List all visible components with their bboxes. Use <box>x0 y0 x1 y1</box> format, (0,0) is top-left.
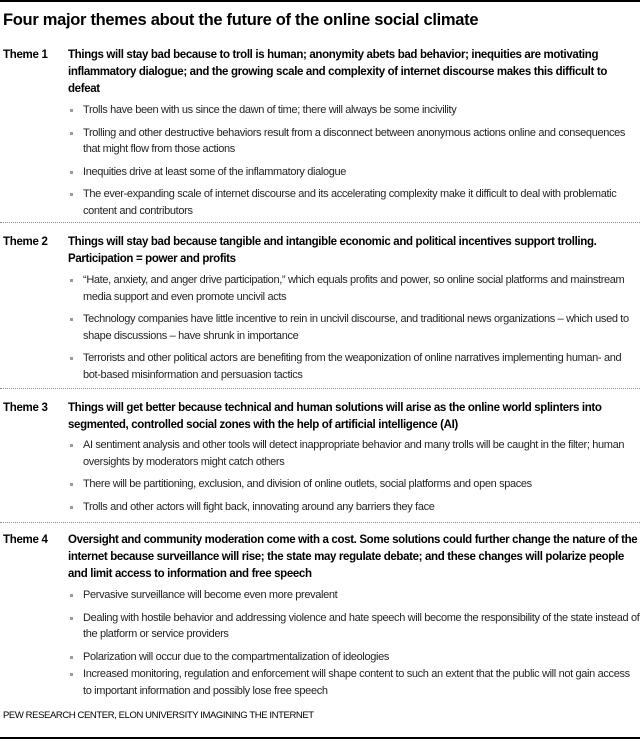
theme-bullets <box>68 102 640 225</box>
list-item <box>68 186 640 219</box>
bullet-icon <box>70 673 73 676</box>
theme-bullets <box>68 272 640 389</box>
bullet-text: Trolls and other actors will fight back, innovating around any barriers they face <box>83 500 435 513</box>
bullet-text: Trolls have been with us since the dawn of time; there will always be some incivility <box>83 104 457 116</box>
theme-heading: Oversight and community moderation come with a cost. Some solutions could further change the nature of the internet because surveillance will rise; the state may regulate debate; and these changes will polarize people and limit access to information and free speech <box>68 534 638 580</box>
list-item <box>68 587 640 604</box>
bullet-icon <box>70 617 73 620</box>
list-item <box>68 610 640 643</box>
bullet-text: The ever-expanding scale of internet discourse and its accelerating complexity make it difficult to deal with problematic content and contributors <box>83 188 617 217</box>
theme-label: Theme 4 <box>3 534 48 546</box>
bullet-text: Inequities drive at least some of the inflammatory dialogue <box>83 165 347 178</box>
bullet-text: AI sentiment analysis and other tools will detect inappropriate behavior and many trolls will be caught in the filter; human oversights by moderators might catch others <box>83 439 625 468</box>
top-rule <box>0 0 640 2</box>
bullet-text: There will be partitioning, exclusion, and division of online outlets, social platforms and open spaces <box>83 478 532 490</box>
bullet-icon <box>70 656 73 659</box>
bullet-text: Trolling and other destructive behaviors result from a disconnect between anonymous actions online and consequences that might flow from those actions <box>83 126 626 155</box>
bullet-text: Pervasive surveillance will become even more prevalent <box>83 589 338 601</box>
list-item <box>68 102 640 119</box>
list-item <box>68 350 640 383</box>
theme-heading: Things will get better because technical and human solutions will arise as the online world splinters into segmented, controlled social zones with the help of artificial intelligence (AI) <box>68 402 602 431</box>
bullet-text: Polarization will occur due to the compartmentalization of ideologies <box>83 650 390 663</box>
theme-label: Theme 2 <box>3 236 48 248</box>
list-item <box>68 164 640 181</box>
bullet-text: Technology companies have little incentive to rein in uncivil discourse, and traditional news organizations – which used to shape discussions – have shrunk in importance <box>83 313 629 342</box>
source-credit: PEW RESEARCH CENTER, ELON UNIVERSITY IMAGINING THE INTERNET <box>3 710 314 721</box>
list-item <box>68 311 640 344</box>
divider <box>0 222 640 223</box>
bullet-icon <box>70 594 73 597</box>
list-item <box>68 476 640 493</box>
divider <box>0 388 640 389</box>
bullet-text: Terrorists and other political actors are benefiting from the weaponization of online narratives implementing human- and bot-based misinformation and persuasion tactics <box>83 352 622 381</box>
bullet-text: Dealing with hostile behavior and addressing violence and hate speech will become the responsibility of the state instead of the platform or service providers <box>83 611 640 640</box>
bullet-icon <box>70 279 73 282</box>
bullet-icon <box>70 193 73 196</box>
list-item <box>68 666 640 699</box>
bullet-icon <box>70 444 73 447</box>
bullet-icon <box>70 483 73 486</box>
theme-bullets <box>68 587 640 705</box>
theme-bullets <box>68 437 640 521</box>
list-item <box>68 272 640 305</box>
bullet-icon <box>70 132 73 135</box>
bullet-text: Increased monitoring, regulation and enforcement will shape content to such an extent that the public will not gain access to important information and possibly lose free speech <box>83 668 630 697</box>
bullet-icon <box>70 171 73 174</box>
theme-heading: Things will stay bad because to troll is human; anonymity abets bad behavior; inequities are motivating inflammatory dialogue; and the growing scale and complexity of internet discourse makes this difficult to defeat <box>68 49 607 95</box>
bullet-icon <box>70 318 73 321</box>
bottom-rule <box>0 737 640 739</box>
list-item <box>68 437 640 470</box>
list-item <box>68 649 640 666</box>
bullet-icon <box>70 506 73 509</box>
list-item <box>68 125 640 158</box>
bullet-text: “Hate, anxiety, and anger drive participation,” which equals profits and power, so online social platforms and mainstream media support and even promote uncivil acts <box>83 274 625 303</box>
theme-label: Theme 3 <box>3 402 48 414</box>
bullet-icon <box>70 357 73 360</box>
bullet-icon <box>70 109 73 112</box>
divider <box>0 522 640 523</box>
page-title: Four major themes about the future of the online social climate <box>3 11 479 29</box>
theme-heading: Things will stay bad because tangible and intangible economic and political incentives support trolling. Participation = power and profits <box>68 236 597 265</box>
list-item <box>68 499 640 516</box>
theme-label: Theme 1 <box>3 49 48 61</box>
